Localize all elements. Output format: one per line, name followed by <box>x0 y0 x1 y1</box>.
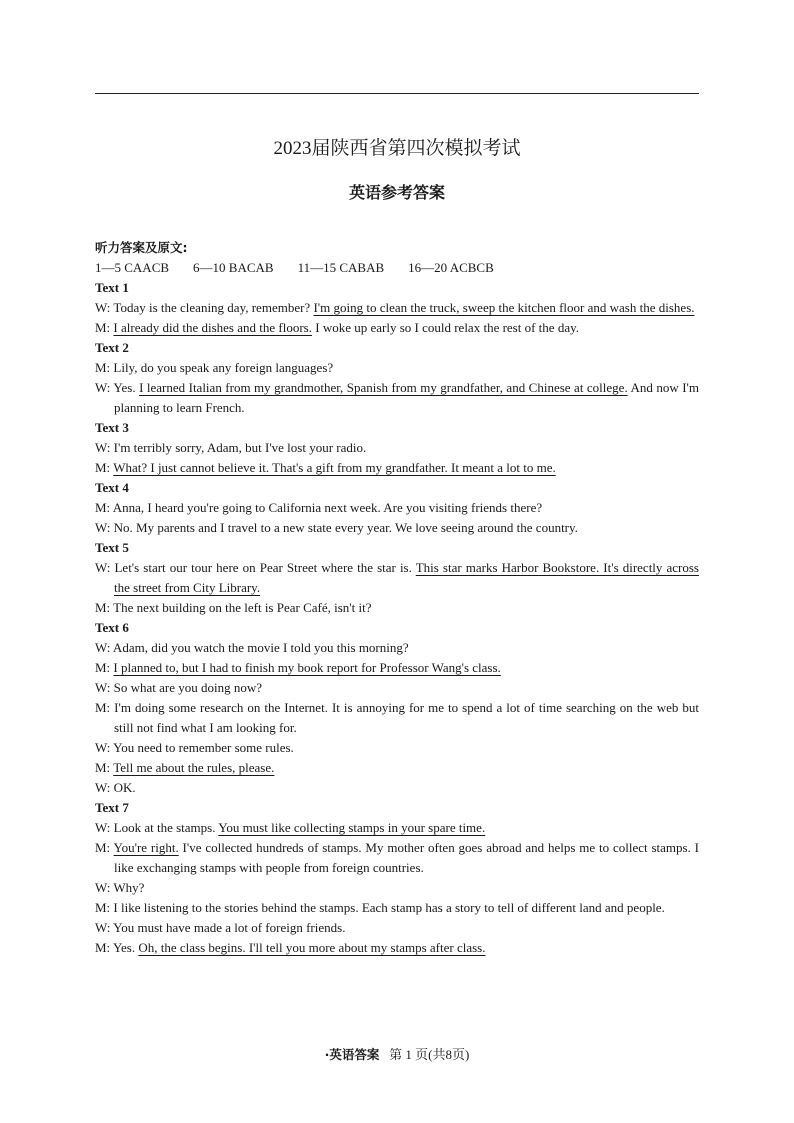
dialogue-text: M: <box>95 760 114 775</box>
section-title: 听力答案及原文: <box>95 240 188 255</box>
dialogue-line <box>95 938 699 958</box>
dialogue-line <box>95 698 699 738</box>
answer-evidence-underline: What? I just cannot believe it. That's a gift from my grandfather. It meant a lot to me. <box>113 460 556 475</box>
answer-evidence-underline: I already did the dishes and the floors. <box>113 320 312 335</box>
dialogue-line <box>95 598 699 618</box>
transcript <box>95 278 699 958</box>
dialogue-text: W: Why? <box>95 880 145 895</box>
dialogue-line <box>95 358 699 378</box>
dialogue-line <box>95 518 699 538</box>
answer-group: 6—10 BACAB <box>193 260 274 275</box>
dialogue-text: M: The next building on the left is Pear Café, isn't it? <box>95 600 372 615</box>
dialogue-text: W: Yes. <box>95 380 140 395</box>
dialogue-text: W: Look at the stamps. <box>95 820 219 835</box>
footer-page-number: 第 1 页(共8页) <box>389 1047 470 1062</box>
answer-group: 11—15 CABAB <box>297 260 385 275</box>
text-heading <box>95 478 699 498</box>
dialogue-text: Text 5 <box>95 540 129 555</box>
answer-key-row <box>95 258 699 278</box>
dialogue-text: M: <box>95 460 114 475</box>
dialogue-text: Text 2 <box>95 340 129 355</box>
dialogue-line <box>95 498 699 518</box>
listening-section <box>95 238 699 958</box>
dialogue-text: M: I'm doing some research on the Internet. It is annoying for me to spend a lot of time searching on the web but still not find what I am looking for. <box>95 700 699 735</box>
dialogue-text: Text 7 <box>95 800 129 815</box>
dialogue-line <box>95 878 699 898</box>
answer-group: 16—20 ACBCB <box>408 260 494 275</box>
dialogue-text: W: Today is the cleaning day, remember? <box>95 300 314 315</box>
dialogue-text: And now I'm planning to learn French. <box>114 380 700 415</box>
text-heading <box>95 338 699 358</box>
answer-evidence-underline: You're right. <box>113 840 179 855</box>
text-heading <box>95 798 699 818</box>
dialogue-line <box>95 438 699 458</box>
dialogue-text: W: You need to remember some rules. <box>95 740 294 755</box>
dialogue-line <box>95 898 699 918</box>
footer-label: ·英语答案 <box>324 1047 380 1062</box>
dialogue-text: M: Lily, do you speak any foreign languages? <box>95 360 334 375</box>
dialogue-text: I woke up early so I could relax the rest of the day. <box>311 320 579 335</box>
dialogue-text: M: <box>95 660 114 675</box>
dialogue-line <box>95 378 699 418</box>
answer-evidence-underline: I'm going to clean the truck, sweep the kitchen floor and wash the dishes. <box>313 300 695 315</box>
answer-evidence-underline: I learned Italian from my grandmother, Spanish from my grandfather, and Chinese at college. <box>139 380 628 395</box>
exam-title: 2023届陕西省第四次模拟考试 <box>273 138 521 159</box>
answer-group: 1—5 CAACB <box>95 260 170 275</box>
dialogue-line <box>95 778 699 798</box>
answer-key-subtitle: 英语参考答案 <box>348 183 445 202</box>
dialogue-text: M: <box>95 320 114 335</box>
dialogue-text: M: Yes. <box>95 940 139 955</box>
text-heading <box>95 538 699 558</box>
dialogue-line <box>95 758 699 778</box>
answer-evidence-underline: This star marks Harbor Bookstore. It's directly across the street from City Library. <box>114 560 699 595</box>
dialogue-text: M: Anna, I heard you're going to California next week. Are you visiting friends there? <box>95 500 543 515</box>
answer-evidence-underline: You must like collecting stamps in your spare time. <box>218 820 486 835</box>
dialogue-text: Text 4 <box>95 480 129 495</box>
dialogue-text: Text 3 <box>95 420 129 435</box>
dialogue-text: M: <box>95 840 114 855</box>
header-rule <box>95 93 699 94</box>
dialogue-text: Text 1 <box>95 280 129 295</box>
dialogue-line <box>95 318 699 338</box>
dialogue-line <box>95 458 699 478</box>
answer-evidence-underline: Oh, the class begins. I'll tell you more about my stamps after class. <box>138 940 486 955</box>
dialogue-line <box>95 738 699 758</box>
text-heading <box>95 278 699 298</box>
dialogue-line <box>95 558 699 598</box>
answer-evidence-underline: Tell me about the rules, please. <box>113 760 275 775</box>
dialogue-text: W: I'm terribly sorry, Adam, but I've lost your radio. <box>95 440 367 455</box>
text-heading <box>95 618 699 638</box>
dialogue-text: I've collected hundreds of stamps. My mother often goes abroad and helps me to collect stamps. I like exchanging stamps with people from foreign countries. <box>114 840 699 875</box>
dialogue-line <box>95 658 699 678</box>
dialogue-line <box>95 818 699 838</box>
text-heading <box>95 418 699 438</box>
dialogue-line <box>95 678 699 698</box>
dialogue-line <box>95 918 699 938</box>
page-footer <box>0 1044 794 1063</box>
dialogue-text: Text 6 <box>95 620 129 635</box>
dialogue-text: M: I like listening to the stories behind the stamps. Each stamp has a story to tell of different land and people. <box>95 900 665 915</box>
dialogue-text: W: You must have made a lot of foreign friends. <box>95 920 346 935</box>
dialogue-text: W: So what are you doing now? <box>95 680 263 695</box>
dialogue-text: W: No. My parents and I travel to a new state every year. We love seeing around the country. <box>95 520 578 535</box>
dialogue-line <box>95 838 699 878</box>
dialogue-line <box>95 638 699 658</box>
dialogue-text: W: Let's start our tour here on Pear Street where the star is. <box>95 560 416 575</box>
dialogue-text: W: Adam, did you watch the movie I told you this morning? <box>95 640 409 655</box>
answer-evidence-underline: I planned to, but I had to finish my book report for Professor Wang's class. <box>113 660 501 675</box>
dialogue-text: W: OK. <box>95 780 136 795</box>
dialogue-line <box>95 298 699 318</box>
